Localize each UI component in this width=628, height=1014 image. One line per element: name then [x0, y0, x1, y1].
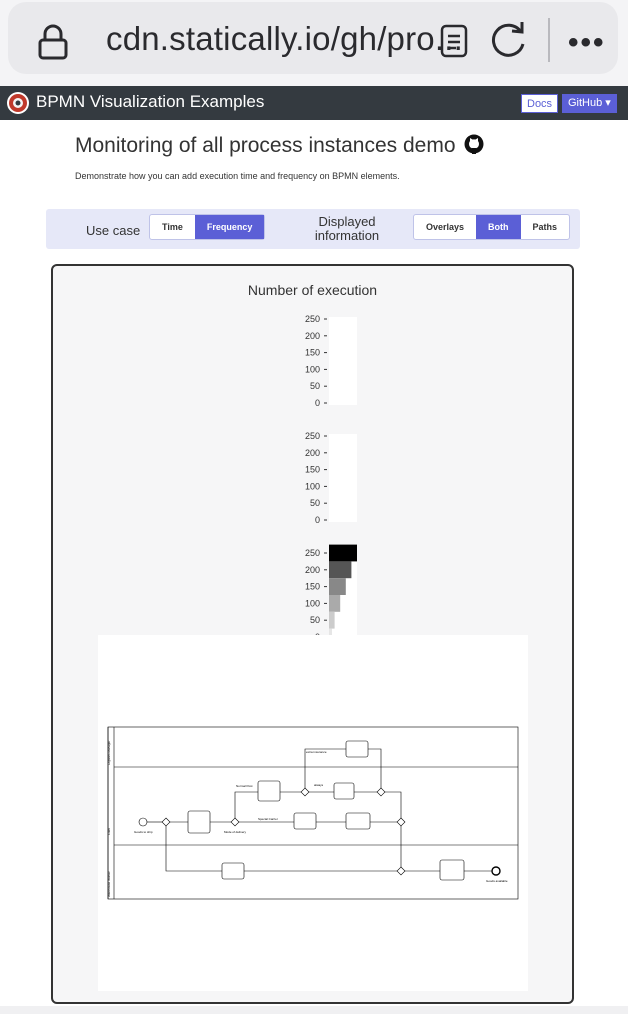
legend-color-bar — [329, 612, 335, 629]
special-carrier-label: Special Carrier — [258, 817, 278, 821]
brand-logo-icon[interactable] — [6, 91, 30, 115]
legend-tick-label: 250 — [304, 314, 320, 324]
legend-tick-label: 150 — [304, 347, 320, 358]
more-icon[interactable]: ••• — [568, 26, 606, 59]
chart-title: Number of execution — [247, 282, 378, 298]
legend-tick-label: 100 — [304, 481, 320, 492]
legend-color-bar — [329, 578, 346, 595]
legend-group — [305, 545, 357, 646]
normal-post-label: Normal Post — [236, 784, 253, 788]
end-event-label: Goods available — [486, 879, 508, 883]
legend-group — [305, 431, 357, 525]
docs-button[interactable]: Docs — [521, 94, 558, 113]
display-paths-option[interactable]: Paths — [532, 222, 558, 232]
browser-toolbar — [0, 0, 628, 86]
svg-text:Logistics Manager: Logistics Manager — [107, 740, 111, 765]
use-case-selector — [149, 214, 265, 240]
page-title — [75, 134, 484, 158]
legend-tick-label: 200 — [304, 564, 320, 575]
legend-tick-label: 50 — [309, 498, 320, 509]
legend-tick-label: 250 — [304, 548, 320, 558]
display-selector — [413, 214, 570, 240]
toolbar-separator — [548, 18, 550, 62]
reader-icon[interactable] — [440, 24, 468, 58]
github-icon[interactable] — [464, 134, 484, 154]
bpmn-diagram-svg — [98, 635, 528, 991]
svg-text:Warehouse Worker: Warehouse Worker — [107, 871, 111, 897]
display-overlays-option[interactable]: Overlays — [426, 222, 465, 232]
legend-tick-label: 100 — [304, 598, 320, 609]
svg-text:Clerk: Clerk — [107, 827, 111, 835]
url-bar[interactable] — [8, 2, 618, 74]
displayed-information-label — [312, 215, 382, 243]
github-dropdown-button[interactable]: GitHub ▾ — [562, 94, 617, 113]
use-case-label: Use case — [86, 223, 141, 238]
url-text[interactable]: cdn.statically.io/gh/pro... — [106, 20, 463, 57]
brand-title[interactable]: BPMN Visualization Examples — [36, 92, 265, 111]
lock-icon — [38, 24, 68, 60]
use-case-frequency-option[interactable]: Frequency — [195, 215, 265, 239]
legend-tick-label: 150 — [304, 464, 320, 475]
mode-of-delivery-label: Mode of delivery — [224, 830, 247, 834]
reload-icon[interactable] — [490, 20, 528, 60]
page-subtitle: Demonstrate how you can add execution time and frequency on BPMN elements. — [75, 171, 400, 181]
legend-background — [329, 317, 357, 405]
displayed-label-line1: Displayed — [318, 214, 376, 229]
bpmn-diagram[interactable] — [98, 635, 528, 991]
legend-tick-label: 0 — [314, 398, 320, 408]
controls-panel — [46, 209, 580, 249]
display-both-option[interactable]: Both — [476, 215, 521, 239]
legend-color-bar — [329, 561, 351, 578]
start-event-label: Goods to ship — [134, 830, 153, 834]
legend-tick-label: 0 — [314, 515, 320, 525]
navbar — [0, 86, 628, 120]
legend-color-bar — [329, 545, 357, 562]
legend-tick-label: 250 — [304, 431, 320, 441]
legend-tick-label: 200 — [304, 447, 320, 458]
use-case-time-option[interactable]: Time — [162, 222, 183, 232]
legend-group — [305, 314, 357, 408]
legend-tick-label: 50 — [309, 615, 320, 626]
legend-tick-label: 100 — [304, 364, 320, 375]
legend-tick-label: 150 — [304, 581, 320, 592]
legend-tick-label: 50 — [309, 381, 320, 392]
frequency-legends — [53, 266, 572, 636]
always-label: always — [314, 783, 324, 787]
bpmn-container — [51, 264, 574, 1004]
legend-color-bar — [329, 595, 340, 612]
legend-background — [329, 434, 357, 522]
legend-tick-label: 200 — [304, 330, 320, 341]
bottom-edge — [0, 1006, 628, 1014]
page-title-text: Monitoring of all process instances demo — [75, 134, 456, 157]
extra-insurance-label: extra insurance — [306, 750, 327, 754]
displayed-label-line2: information — [314, 228, 380, 243]
